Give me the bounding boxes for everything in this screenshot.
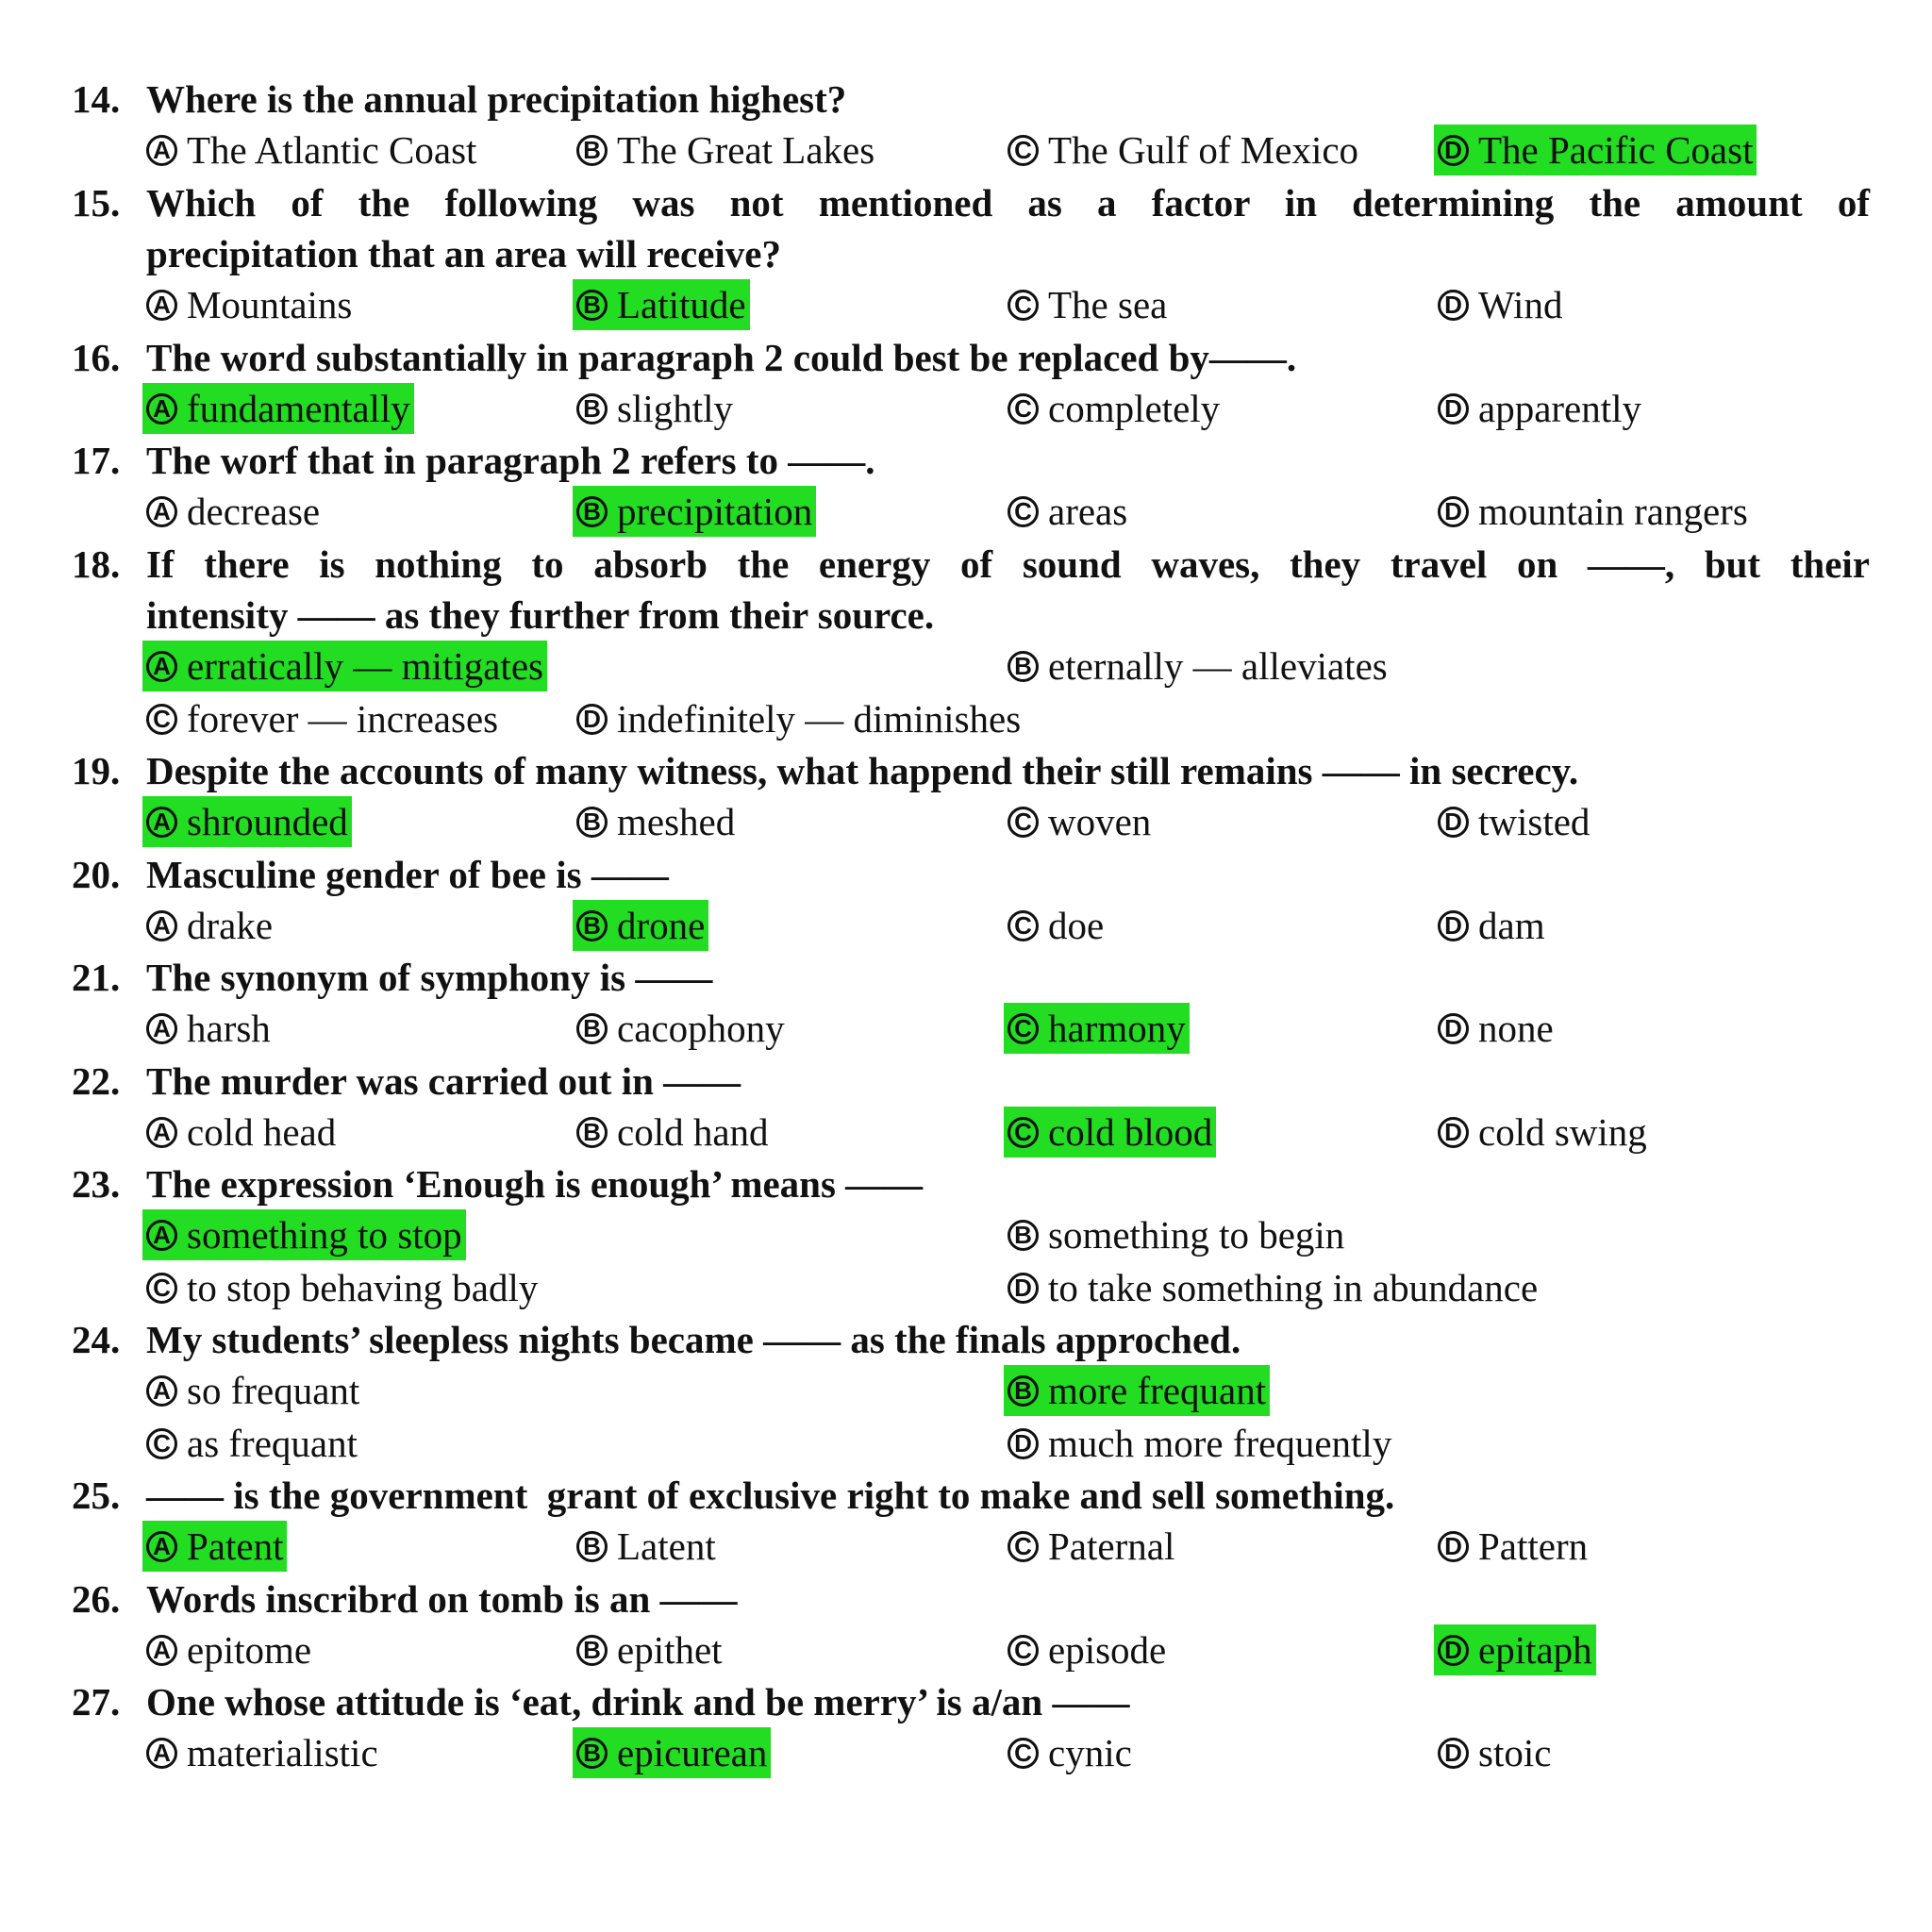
option-b[interactable] <box>1004 1209 1348 1260</box>
option-b[interactable] <box>573 486 816 537</box>
question-15 <box>0 177 1932 228</box>
option-letter: D <box>1438 1013 1469 1044</box>
option-text: Patent <box>187 1524 284 1568</box>
options-row <box>0 1727 1932 1778</box>
option-letter: A <box>146 1220 177 1251</box>
option-letter: C <box>1008 1013 1039 1044</box>
option-letter: C <box>1008 1635 1039 1666</box>
question-17 <box>0 435 1932 486</box>
option-c[interactable] <box>1004 383 1224 434</box>
question-24 <box>0 1314 1932 1365</box>
option-letter: B <box>1008 1220 1039 1251</box>
question-20 <box>0 849 1932 900</box>
option-a[interactable] <box>142 796 352 847</box>
option-text: more frequant <box>1048 1369 1267 1412</box>
options-row <box>0 1107 1932 1158</box>
option-letter: C <box>1008 910 1039 941</box>
question-18-cont <box>0 590 1932 641</box>
option-text: apparently <box>1478 387 1642 430</box>
option-b[interactable] <box>573 1107 773 1158</box>
option-text: drone <box>617 904 706 947</box>
option-letter: B <box>576 807 608 838</box>
option-a[interactable] <box>142 383 414 434</box>
option-d[interactable] <box>1004 1262 1541 1313</box>
option-text: dam <box>1478 904 1545 947</box>
question-27 <box>0 1676 1932 1727</box>
option-text: epitome <box>187 1628 312 1672</box>
option-text: forever — increases <box>187 697 499 741</box>
option-text: Wind <box>1478 283 1563 326</box>
option-b[interactable] <box>573 796 739 847</box>
option-letter: A <box>146 1117 177 1148</box>
option-b[interactable] <box>573 1003 789 1054</box>
options-row <box>0 796 1932 847</box>
option-a[interactable] <box>142 125 480 175</box>
question-stem: One whose attitude is ‘eat, drink and be merry’ is a/an —— <box>146 1680 1130 1724</box>
question-18 <box>0 539 1932 590</box>
question-number: 16. <box>72 336 121 379</box>
option-letter: D <box>1008 1273 1039 1304</box>
option-text: to stop behaving badly <box>187 1266 539 1309</box>
option-text: harsh <box>187 1007 271 1050</box>
option-text: Mountains <box>187 283 353 326</box>
question-number: 27. <box>72 1680 121 1724</box>
options-row <box>0 693 1932 744</box>
option-b[interactable] <box>573 1521 720 1572</box>
option-text: Latitude <box>617 283 746 326</box>
option-text: doe <box>1048 904 1105 947</box>
question-stem: My students’ sleepless nights became —— as the finals approched. <box>146 1318 1241 1361</box>
question-number: 21. <box>72 956 121 999</box>
option-text: completely <box>1048 387 1221 430</box>
option-letter: C <box>1008 807 1039 838</box>
question-22 <box>0 1056 1932 1107</box>
options-row <box>0 1365 1932 1416</box>
option-b[interactable] <box>573 1727 771 1778</box>
option-text: Latent <box>617 1524 716 1568</box>
option-d[interactable] <box>1434 486 1752 537</box>
question-stem: Despite the accounts of many witness, what happend their still remains —— in secrecy. <box>146 749 1579 792</box>
question-21 <box>0 952 1932 1003</box>
option-letter: D <box>1008 1428 1039 1459</box>
option-text: twisted <box>1478 800 1591 843</box>
option-b[interactable] <box>573 1624 726 1675</box>
option-d[interactable] <box>1434 1521 1591 1572</box>
option-letter: C <box>1008 290 1039 321</box>
question-stem: Where is the annual precipitation highest? <box>146 77 847 121</box>
option-d[interactable] <box>1004 1418 1395 1469</box>
question-stem: intensity —— as they further from their source. <box>146 593 935 637</box>
option-text: drake <box>187 904 274 947</box>
option-text: Paternal <box>1048 1524 1175 1568</box>
option-text: as frequant <box>187 1422 358 1465</box>
option-letter: A <box>146 290 177 321</box>
option-letter: A <box>146 807 177 838</box>
option-c[interactable] <box>1004 1107 1216 1158</box>
question-number: 15. <box>72 181 121 225</box>
option-text: stoic <box>1478 1731 1552 1774</box>
option-letter: D <box>1438 496 1469 527</box>
option-text: indefinitely — diminishes <box>617 697 1022 741</box>
options-row <box>0 1418 1932 1469</box>
option-text: areas <box>1048 490 1128 533</box>
option-text: The sea <box>1048 283 1168 326</box>
option-letter: A <box>146 135 177 166</box>
option-letter: B <box>1008 651 1039 682</box>
option-text: much more frequently <box>1048 1422 1392 1465</box>
option-letter: B <box>576 290 608 321</box>
question-stem: Words inscribrd on tomb is an —— <box>146 1577 738 1621</box>
option-letter: B <box>576 1531 608 1562</box>
option-letter: D <box>1438 290 1469 321</box>
question-number: 14. <box>72 77 121 121</box>
option-text: meshed <box>617 800 736 843</box>
question-25 <box>0 1470 1932 1521</box>
option-a[interactable] <box>142 1521 287 1572</box>
option-text: something to stop <box>187 1213 462 1257</box>
option-c[interactable] <box>1004 279 1171 330</box>
option-text: epithet <box>617 1628 723 1672</box>
question-stem: The murder was carried out in —— <box>146 1059 741 1103</box>
option-letter: C <box>1008 393 1039 425</box>
question-stem: The expression ‘Enough is enough’ means —— <box>146 1162 924 1206</box>
option-letter: D <box>1438 393 1469 425</box>
option-text: cold swing <box>1478 1110 1647 1154</box>
option-text: The Gulf of Mexico <box>1048 128 1359 172</box>
option-d[interactable] <box>1434 383 1645 434</box>
option-d[interactable] <box>1434 279 1566 330</box>
question-stem: The synonym of symphony is —— <box>146 956 713 999</box>
options-row <box>0 279 1932 330</box>
option-letter: D <box>1438 1738 1469 1769</box>
option-text: harmony <box>1048 1007 1186 1050</box>
option-letter: C <box>1008 1531 1039 1562</box>
option-letter: A <box>146 1375 177 1407</box>
question-number: 17. <box>72 439 121 482</box>
options-row <box>0 1003 1932 1054</box>
option-letter: A <box>146 1635 177 1666</box>
question-19 <box>0 745 1932 796</box>
question-stem: —— is the government grant of exclusive right to make and sell something. <box>146 1474 1395 1517</box>
question-stem: Masculine gender of bee is —— <box>146 853 669 896</box>
option-d[interactable] <box>1434 1003 1557 1054</box>
option-d[interactable] <box>1434 1107 1651 1158</box>
option-a[interactable] <box>142 641 547 691</box>
option-letter: B <box>576 393 608 425</box>
option-letter: B <box>576 135 608 166</box>
option-text: cold blood <box>1048 1110 1213 1154</box>
options-row <box>0 641 1932 691</box>
question-number: 22. <box>72 1059 121 1103</box>
question-stem: The worf that in paragraph 2 refers to ——. <box>146 439 875 482</box>
option-letter: D <box>1438 1635 1469 1666</box>
option-text: cold head <box>187 1110 337 1154</box>
option-letter: C <box>1008 135 1039 166</box>
option-letter: B <box>576 1117 608 1148</box>
question-23 <box>0 1158 1932 1209</box>
options-row <box>0 486 1932 537</box>
option-letter: B <box>1008 1375 1039 1407</box>
option-letter: D <box>1438 1531 1469 1562</box>
option-text: mountain rangers <box>1478 490 1748 533</box>
option-text: materialistic <box>187 1731 378 1774</box>
option-a[interactable] <box>142 1365 363 1416</box>
option-text: none <box>1478 1007 1554 1050</box>
option-text: precipitation <box>617 490 813 533</box>
option-letter: C <box>146 704 177 735</box>
option-letter: D <box>1438 807 1469 838</box>
option-text: eternally — alleviates <box>1048 644 1388 688</box>
option-text: epitaph <box>1478 1628 1592 1672</box>
option-text: Pattern <box>1478 1524 1589 1568</box>
option-letter: D <box>1438 910 1469 941</box>
option-letter: A <box>146 1013 177 1044</box>
option-a[interactable] <box>142 1003 275 1054</box>
option-text: shrounded <box>187 800 348 843</box>
option-c[interactable] <box>1004 1727 1136 1778</box>
option-letter: D <box>576 704 608 735</box>
option-text: so frequant <box>187 1369 360 1412</box>
option-text: cynic <box>1048 1731 1132 1774</box>
option-letter: A <box>146 496 177 527</box>
question-26 <box>0 1574 1932 1624</box>
option-c[interactable] <box>1004 1521 1178 1572</box>
option-a[interactable] <box>142 1624 315 1675</box>
options-row <box>0 1521 1932 1572</box>
options-row <box>0 1209 1932 1260</box>
question-number: 18. <box>72 542 121 586</box>
option-letter: A <box>146 1531 177 1562</box>
option-text: something to begin <box>1048 1213 1345 1257</box>
options-row <box>0 1262 1932 1313</box>
option-b[interactable] <box>1004 1365 1270 1416</box>
option-d[interactable] <box>573 693 1024 744</box>
question-number: 20. <box>72 853 121 896</box>
option-letter: D <box>1438 1117 1469 1148</box>
question-15-cont <box>0 228 1932 279</box>
option-text: decrease <box>187 490 321 533</box>
option-letter: A <box>146 1738 177 1769</box>
option-letter: C <box>1008 496 1039 527</box>
option-text: The Pacific Coast <box>1478 128 1754 172</box>
question-number: 26. <box>72 1577 121 1621</box>
option-c[interactable] <box>1004 125 1362 175</box>
option-text: cacophony <box>617 1007 785 1050</box>
option-d[interactable] <box>1434 1727 1555 1778</box>
options-row <box>0 900 1932 951</box>
option-d[interactable] <box>1434 796 1593 847</box>
question-number: 24. <box>72 1318 121 1361</box>
question-number: 25. <box>72 1474 121 1517</box>
option-b[interactable] <box>573 279 750 330</box>
question-stem: If there is nothing to absorb the energy of sound waves, they travel on ——, but their <box>146 542 1870 586</box>
option-text: epicurean <box>617 1731 768 1774</box>
option-d[interactable] <box>1434 900 1549 951</box>
question-14 <box>0 74 1932 125</box>
option-letter: B <box>576 1738 608 1769</box>
option-a[interactable] <box>142 900 276 951</box>
question-stem: The word substantially in paragraph 2 could best be replaced by——. <box>146 336 1297 379</box>
options-row <box>0 1624 1932 1675</box>
option-c[interactable] <box>142 1418 361 1469</box>
option-letter: C <box>146 1273 177 1304</box>
option-text: fundamentally <box>187 387 410 430</box>
question-16 <box>0 332 1932 383</box>
option-d[interactable] <box>1434 1624 1596 1675</box>
option-text: to take something in abundance <box>1048 1266 1539 1309</box>
option-c[interactable] <box>1004 1003 1190 1054</box>
option-letter: B <box>576 1013 608 1044</box>
option-b[interactable] <box>573 383 737 434</box>
option-a[interactable] <box>142 486 324 537</box>
option-text: The Atlantic Coast <box>187 128 477 172</box>
option-text: slightly <box>617 387 734 430</box>
option-c[interactable] <box>142 1262 541 1313</box>
options-row <box>0 383 1932 434</box>
option-text: cold hand <box>617 1110 769 1154</box>
option-d[interactable] <box>1434 125 1757 175</box>
option-letter: B <box>576 496 608 527</box>
question-number: 19. <box>72 749 121 792</box>
option-b[interactable] <box>573 125 878 175</box>
option-text: episode <box>1048 1628 1167 1672</box>
option-letter: B <box>576 1635 608 1666</box>
options-row <box>0 125 1932 175</box>
option-c[interactable] <box>1004 900 1108 951</box>
option-text: woven <box>1048 800 1152 843</box>
option-letter: B <box>576 910 608 941</box>
option-letter: D <box>1438 135 1469 166</box>
option-letter: C <box>1008 1738 1039 1769</box>
option-letter: C <box>1008 1117 1039 1148</box>
option-c[interactable] <box>1004 486 1131 537</box>
question-stem: precipitation that an area will receive? <box>146 232 781 275</box>
option-a[interactable] <box>142 279 356 330</box>
option-letter: A <box>146 651 177 682</box>
option-c[interactable] <box>1004 1624 1170 1675</box>
option-text: erratically — mitigates <box>187 644 543 688</box>
option-c[interactable] <box>1004 796 1155 847</box>
option-letter: A <box>146 393 177 425</box>
option-letter: A <box>146 910 177 941</box>
question-stem: Which of the following was not mentioned as a factor in determining the amount of <box>146 181 1870 225</box>
option-c[interactable] <box>142 693 502 744</box>
option-a[interactable] <box>142 1727 382 1778</box>
question-number: 23. <box>72 1162 121 1206</box>
option-b[interactable] <box>573 900 708 951</box>
option-a[interactable] <box>142 1107 340 1158</box>
option-a[interactable] <box>142 1209 466 1260</box>
option-text: The Great Lakes <box>617 128 875 172</box>
option-b[interactable] <box>1004 641 1391 691</box>
option-letter: C <box>146 1428 177 1459</box>
